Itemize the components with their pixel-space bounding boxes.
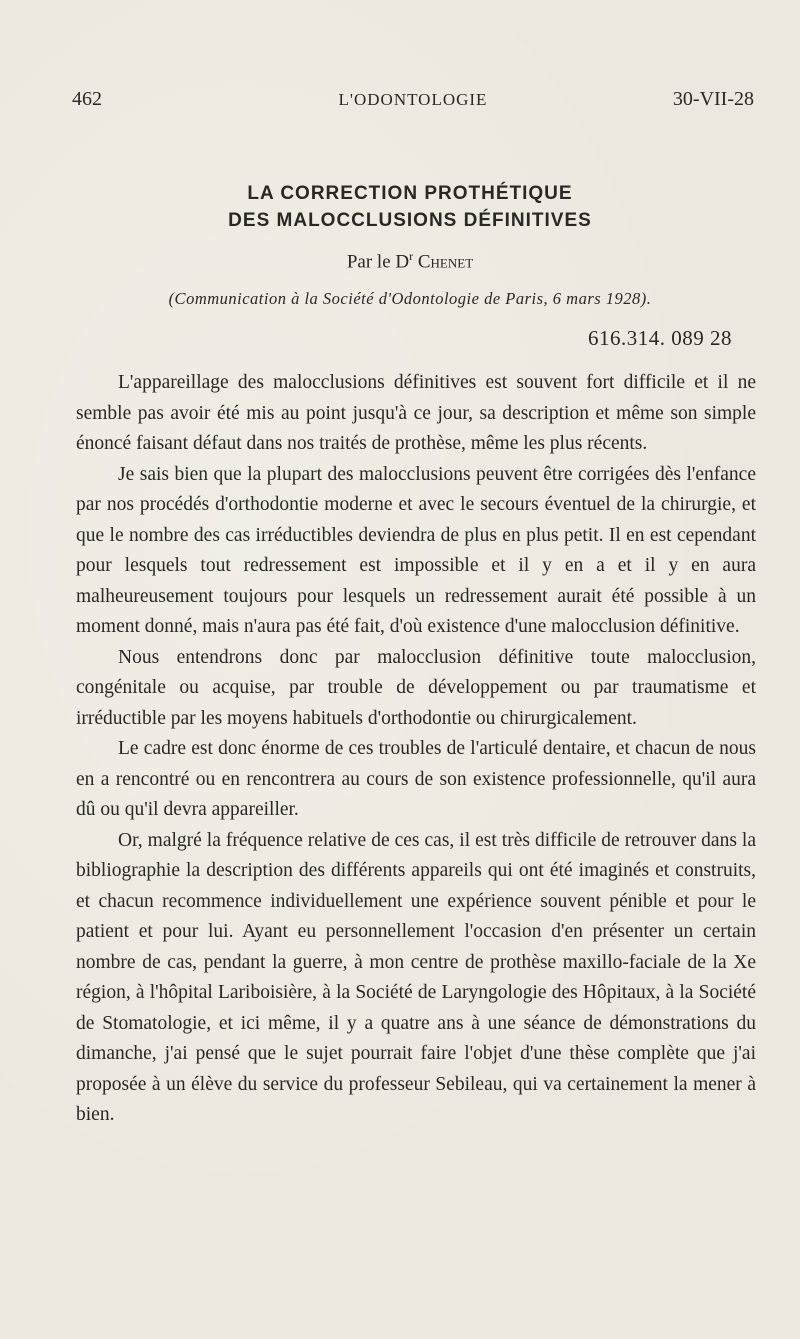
article-title bbox=[70, 180, 750, 234]
title-line-2: DES MALOCCLUSIONS DÉFINITIVES bbox=[228, 210, 592, 231]
paragraph: Nous entendrons donc par malocclusion définitive toute malocclusion, congénitale ou acquise, par trouble de développement ou par traumatisme et irréductible par les moyens habituels d'orthodontie ou chirurgicalement. bbox=[76, 646, 756, 729]
page-number: 462 bbox=[72, 88, 102, 110]
article-body bbox=[76, 368, 756, 1131]
communication-note: (Communication à la Société d'Odontologie de Paris, 6 mars 1928). bbox=[168, 289, 652, 308]
paragraph: Je sais bien que la plupart des malocclusions peuvent être corrigées dès l'enfance par nos procédés d'orthodontie moderne et avec le secours éventuel de la chirurgie, et que le nombre des cas irréductibles deviendra de plus en plus petit. Il en est cependant pour lesquels tout redressement est impossible et il y en a et il y en aura malheureusement toujours pour lesquels un redressement aurait été possible à un moment donné, mais n'aura pas été fait, d'où existence d'une malocclusion définitive. bbox=[76, 463, 756, 637]
author-name: Chenet bbox=[417, 251, 474, 273]
byline bbox=[70, 249, 750, 273]
issue-date: 30-VII-28 bbox=[672, 88, 754, 110]
running-header bbox=[72, 88, 754, 118]
classification-code: 616.314. 089 28 bbox=[588, 326, 732, 350]
paragraph: Or, malgré la fréquence relative de ces cas, il est très difficile de retrouver dans la bibliographie la description des différents appareils qui ont été imaginés et construits, et chacun recommence individuellement une expérience souvent pénible et pour le patient et pour lui. Ayant eu personnellement l'occasion d'en présenter un certain nombre de cas, pendant la guerre, à mon centre de prothèse maxillo-faciale de la Xe région, à l'hôpital Lariboisière, à la Société de Laryngologie des Hôpitaux, à la Société de Stomatologie, et ici même, il y a quatre ans à une séance de démonstrations du dimanche, j'ai pensé que le sujet pourrait faire l'objet d'une thèse complète que j'ai proposée à un élève du service du professeur Sebileau, qui va certainement la mener à bien. bbox=[76, 829, 756, 1125]
journal-name: L'ODONTOLOGIE bbox=[338, 90, 488, 109]
byline-prefix: Par le D bbox=[346, 251, 410, 273]
paragraph: L'appareillage des malocclusions définitives est souvent fort difficile et il ne semble pas avoir été mis au point jusqu'à ce jour, sa description et même son simple énoncé faisant défaut dans nos traités de prothèse, même les plus récents. bbox=[76, 372, 756, 454]
byline-sup: r bbox=[409, 249, 414, 263]
paragraph: Le cadre est donc énorme de ces troubles de l'articulé dentaire, et chacun de nous en a rencontré ou en rencontrera au cours de son existence professionnelle, qu'il aura dû ou qu'il devra appareiller. bbox=[76, 738, 756, 820]
title-line-1: LA CORRECTION PROTHÉTIQUE bbox=[247, 183, 573, 204]
